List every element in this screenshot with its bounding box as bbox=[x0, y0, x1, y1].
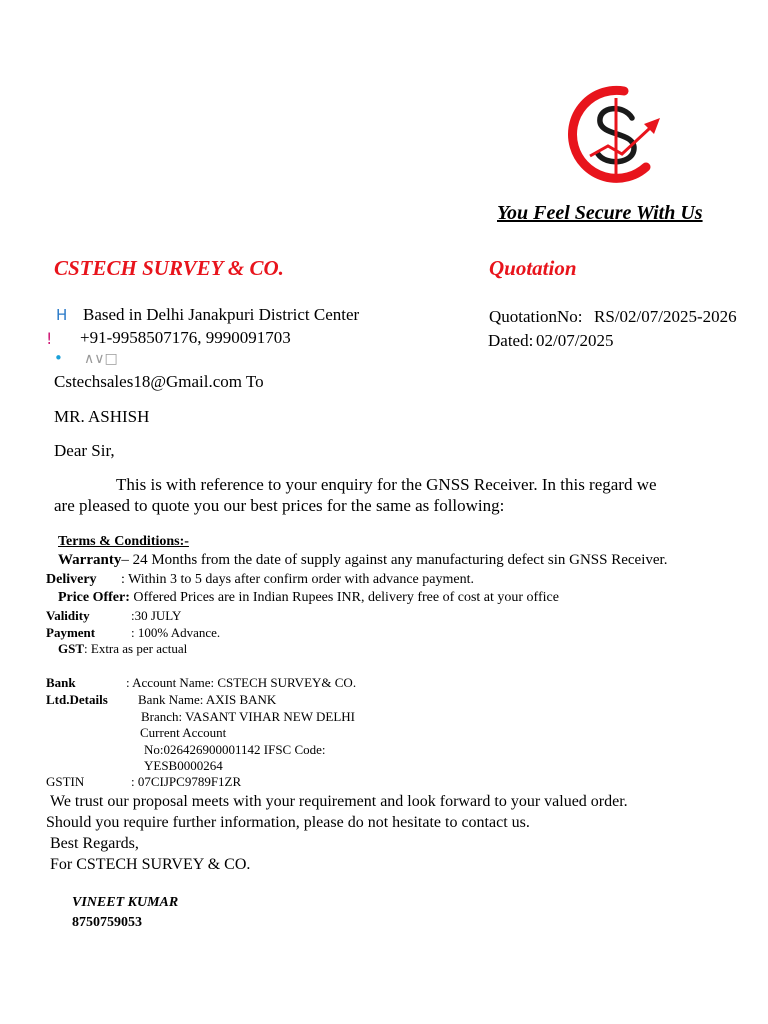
recipient: MR. ASHISH bbox=[54, 407, 150, 426]
phone-icon: ! bbox=[46, 329, 53, 348]
warranty-text: – 24 Months from the date of supply against any manufacturing defect sin GNSS Receiver. bbox=[121, 552, 668, 568]
salutation: Dear Sir, bbox=[54, 441, 115, 460]
email: Cstechsales18@Gmail.com To bbox=[54, 372, 264, 391]
quotation-number-label: QuotationNo: bbox=[489, 307, 583, 326]
terms-heading: Terms & Conditions:- bbox=[58, 534, 189, 549]
signatory-name: VINEET KUMAR bbox=[72, 895, 179, 910]
delivery-label: Delivery bbox=[46, 572, 97, 587]
phone-numbers: +91-9958507176, 9990091703 bbox=[80, 328, 291, 347]
address: Based in Delhi Janakpuri District Center bbox=[83, 305, 360, 324]
bank-details-label: Ltd.Details bbox=[46, 692, 108, 707]
bullet-icon: • bbox=[54, 349, 63, 367]
tagline: You Feel Secure With Us bbox=[497, 202, 703, 224]
branch: Branch: VASANT VIHAR NEW DELHI bbox=[141, 709, 356, 724]
for-company: For CSTECH SURVEY & CO. bbox=[50, 856, 251, 873]
price-offer-label: Price Offer: bbox=[58, 590, 130, 605]
price-offer-text: Offered Prices are in Indian Rupees INR, delivery free of cost at your office bbox=[133, 590, 559, 605]
document-title: Quotation bbox=[489, 256, 577, 280]
ifsc-code: YESB0000264 bbox=[144, 758, 223, 773]
validity-label: Validity bbox=[46, 608, 90, 623]
company-logo bbox=[560, 84, 668, 184]
intro-line-1: This is with reference to your enquiry for the GNSS Receiver. In this regard we bbox=[116, 475, 657, 494]
validity-text: :30 JULY bbox=[131, 608, 182, 623]
gst-row bbox=[58, 641, 187, 657]
date-label: Dated: bbox=[488, 331, 534, 350]
bank-name: Bank Name: AXIS BANK bbox=[138, 692, 277, 707]
warranty-label: Warranty bbox=[58, 552, 122, 568]
quotation-date: 02/07/2025 bbox=[536, 331, 614, 350]
payment-label: Payment bbox=[46, 625, 96, 640]
warranty-row bbox=[58, 552, 667, 569]
gstin-value: : 07CIJPC9789F1ZR bbox=[131, 774, 242, 789]
payment-text: : 100% Advance. bbox=[131, 625, 221, 640]
account-type: Current Account bbox=[140, 725, 227, 740]
regards: Best Regards, bbox=[50, 835, 139, 852]
closing-line-2: Should you require further information, please do not hesitate to contact us. bbox=[46, 814, 530, 831]
gstin-label: GSTIN bbox=[46, 774, 85, 789]
closing-line-1: We trust our proposal meets with your requirement and look forward to your valued order. bbox=[50, 793, 628, 810]
bank-label: Bank bbox=[46, 675, 76, 690]
location-icon: H bbox=[56, 306, 68, 324]
company-name: CSTECH SURVEY & CO. bbox=[54, 256, 284, 280]
gst-text: : Extra as per actual bbox=[84, 641, 188, 656]
email-icon: ∧∨□ bbox=[84, 351, 118, 367]
intro-line-2: are pleased to quote you our best prices for the same as following: bbox=[54, 496, 505, 515]
account-name: : Account Name: CSTECH SURVEY& CO. bbox=[126, 675, 357, 690]
gst-label: GST bbox=[58, 641, 85, 656]
quotation-number: RS/02/07/2025-2026 bbox=[594, 307, 737, 326]
account-number: No:026426900001142 IFSC Code: bbox=[144, 742, 326, 757]
price-offer-row bbox=[58, 590, 559, 606]
signatory-phone: 8750759053 bbox=[72, 915, 142, 930]
delivery-text: : Within 3 to 5 days after confirm order with advance payment. bbox=[121, 572, 474, 587]
